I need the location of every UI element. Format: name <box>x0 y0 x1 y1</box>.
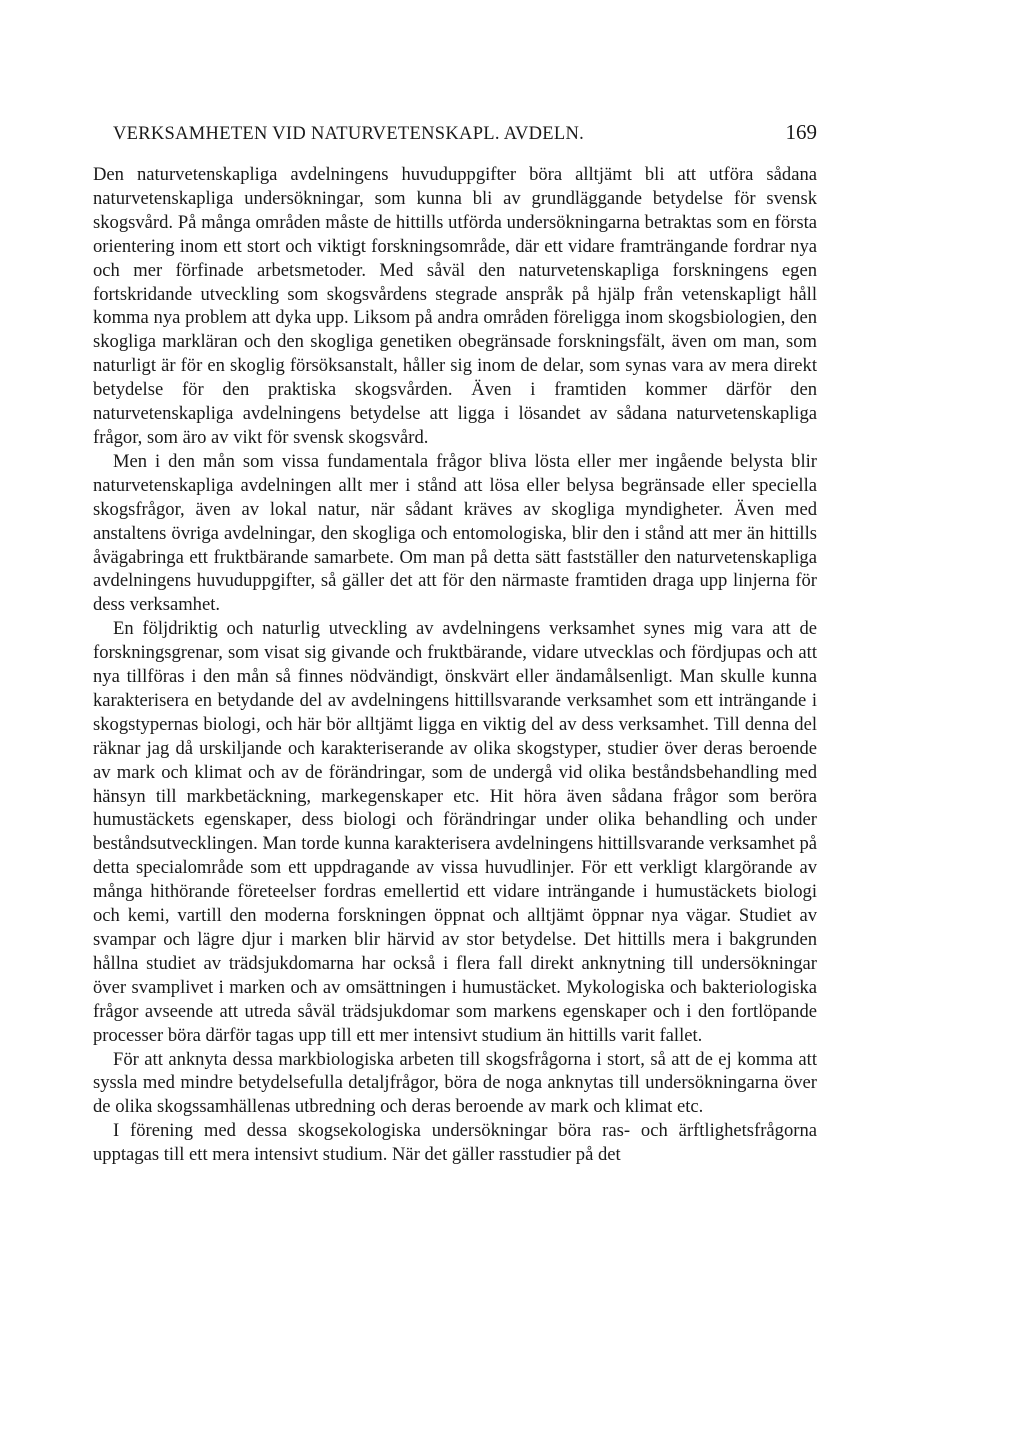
paragraph-1: Den naturvetenskapliga avdelningens huvuduppgifter böra alltjämt bli att utföra sådana naturvetenskapliga undersökningar, som kunna bli av grundläggande betydelse för svensk skogsvård. På många områden måste de hittills utförda undersökningarna betraktas som en första orientering inom ett stort och viktigt forskningsområde, där ett vidare framträngande fordrar nya och mer förfinade arbetsmetoder. Med såväl den naturvetenskapliga forskningens egen fortskridande utveckling som skogsvårdens stegrade anspråk på hjälp från vetenskapligt håll komma nya problem att dyka upp. Liksom på andra områden föreligga inom skogsbiologien, den skogliga markläran och den skogliga genetiken obegränsade forskningsfält, även om man, som naturligt är för en skoglig försöksanstalt, håller sig inom de delar, som synas vara av mera direkt betydelse för den praktiska skogsvården. Även i framtiden kommer därför den naturvetenskapliga avdelningens betydelse att ligga i lösandet av sådana naturvetenskapliga frågor, som äro av vikt för svensk skogsvård. <box>93 164 817 448</box>
paragraph-3: En följdriktig och naturlig utveckling av avdelningens verksamhet synes mig vara att de forskningsgrenar, som visat sig givande och fruktbärande, vidare utvecklas och fördjupas och att nya tillföras i den mån så finnes nödvändigt, önskvärt eller ändamålsenligt. Man skulle kunna karakterisera en betydande del av avdelningens hittillsvarande verksamhet som ett inträngande i skogstypernas biologi, och här bör alltjämt ligga en viktig del av dess verksamhet. Till denna del räknar jag då urskiljande och karakteriserande av olika skogstyper, studier över deras beroende av mark och klimat och av de förändringar, som de undergå vid olika beståndsbehandling med hänsyn till markbetäckning, markegenskaper etc. Hit höra även sådana frågor som beröra humustäckets egenskaper, dess biologi och förändringar under olika behandling och under beståndsutvecklingen. Man torde kunna karakterisera avdelningens hittillsvarande verksamhet på detta specialområde som ett uppdragande av vissa huvudlinjer. För ett verkligt klargörande av många hithörande företeelser fordras emellertid ett vidare inträngande i humustäckets biologi och kemi, vartill den moderna forskningen öppnat och alltjämt öppnar nya vägar. Studiet av svampar och lägre djur i marken blir härvid av stor betydelse. Det hittills mera i bakgrunden hållna studiet av trädsjukdomarna har också i flera fall direkt anknytning till undersökningar över svamplivet i marken och av omsättningen i humustäcket. Mykologiska och bakteriologiska frågor avseende att utreda såväl trädsjukdomar som markens egenskaper och i den fortlöpande processer böra därför tagas upp till ett mer intensivt studium än hittills varit fallet. <box>93 618 817 1046</box>
paragraph-4: För att anknyta dessa markbiologiska arbeten till skogsfrågorna i stort, så att de ej komma att syssla med mindre betydelsefulla detaljfrågor, böra de noga anknytas till undersökningarna över de olika skogssamhällenas utbredning och deras beroende av mark och klimat etc. <box>93 1048 817 1118</box>
paragraph-2: Men i den mån som vissa fundamentala frågor bliva lösta eller mer ingående belysta blir naturvetenskapliga avdelningen allt mer i stånd att lösa eller belysa begränsade eller speciella skogsfrågor, även av lokal natur, när sådant kräves av skogliga myndigheter. Även med anstaltens övriga avdelningar, den skogliga och entomologiska, blir den i stånd att mer än hittills åvägabringa ett fruktbärande samarbete. Om man på detta sätt fastställer den naturvetenskapliga avdelningens huvuduppgifter, så gäller det att för den närmaste framtiden draga upp linjerna för dess verksamhet. <box>93 450 817 616</box>
body-text <box>93 163 817 1167</box>
running-title: VERKSAMHETEN VID NATURVETENSKAPL. AVDELN. <box>113 124 585 144</box>
page-number: 169 <box>785 120 817 144</box>
document-page <box>93 120 817 1167</box>
running-header <box>113 120 817 145</box>
paragraph-5: I förening med dessa skogsekologiska undersökningar böra ras- och ärftlighetsfrågorna upptagas till ett mera intensivt studium. När det gäller rasstudier på det <box>93 1120 817 1166</box>
